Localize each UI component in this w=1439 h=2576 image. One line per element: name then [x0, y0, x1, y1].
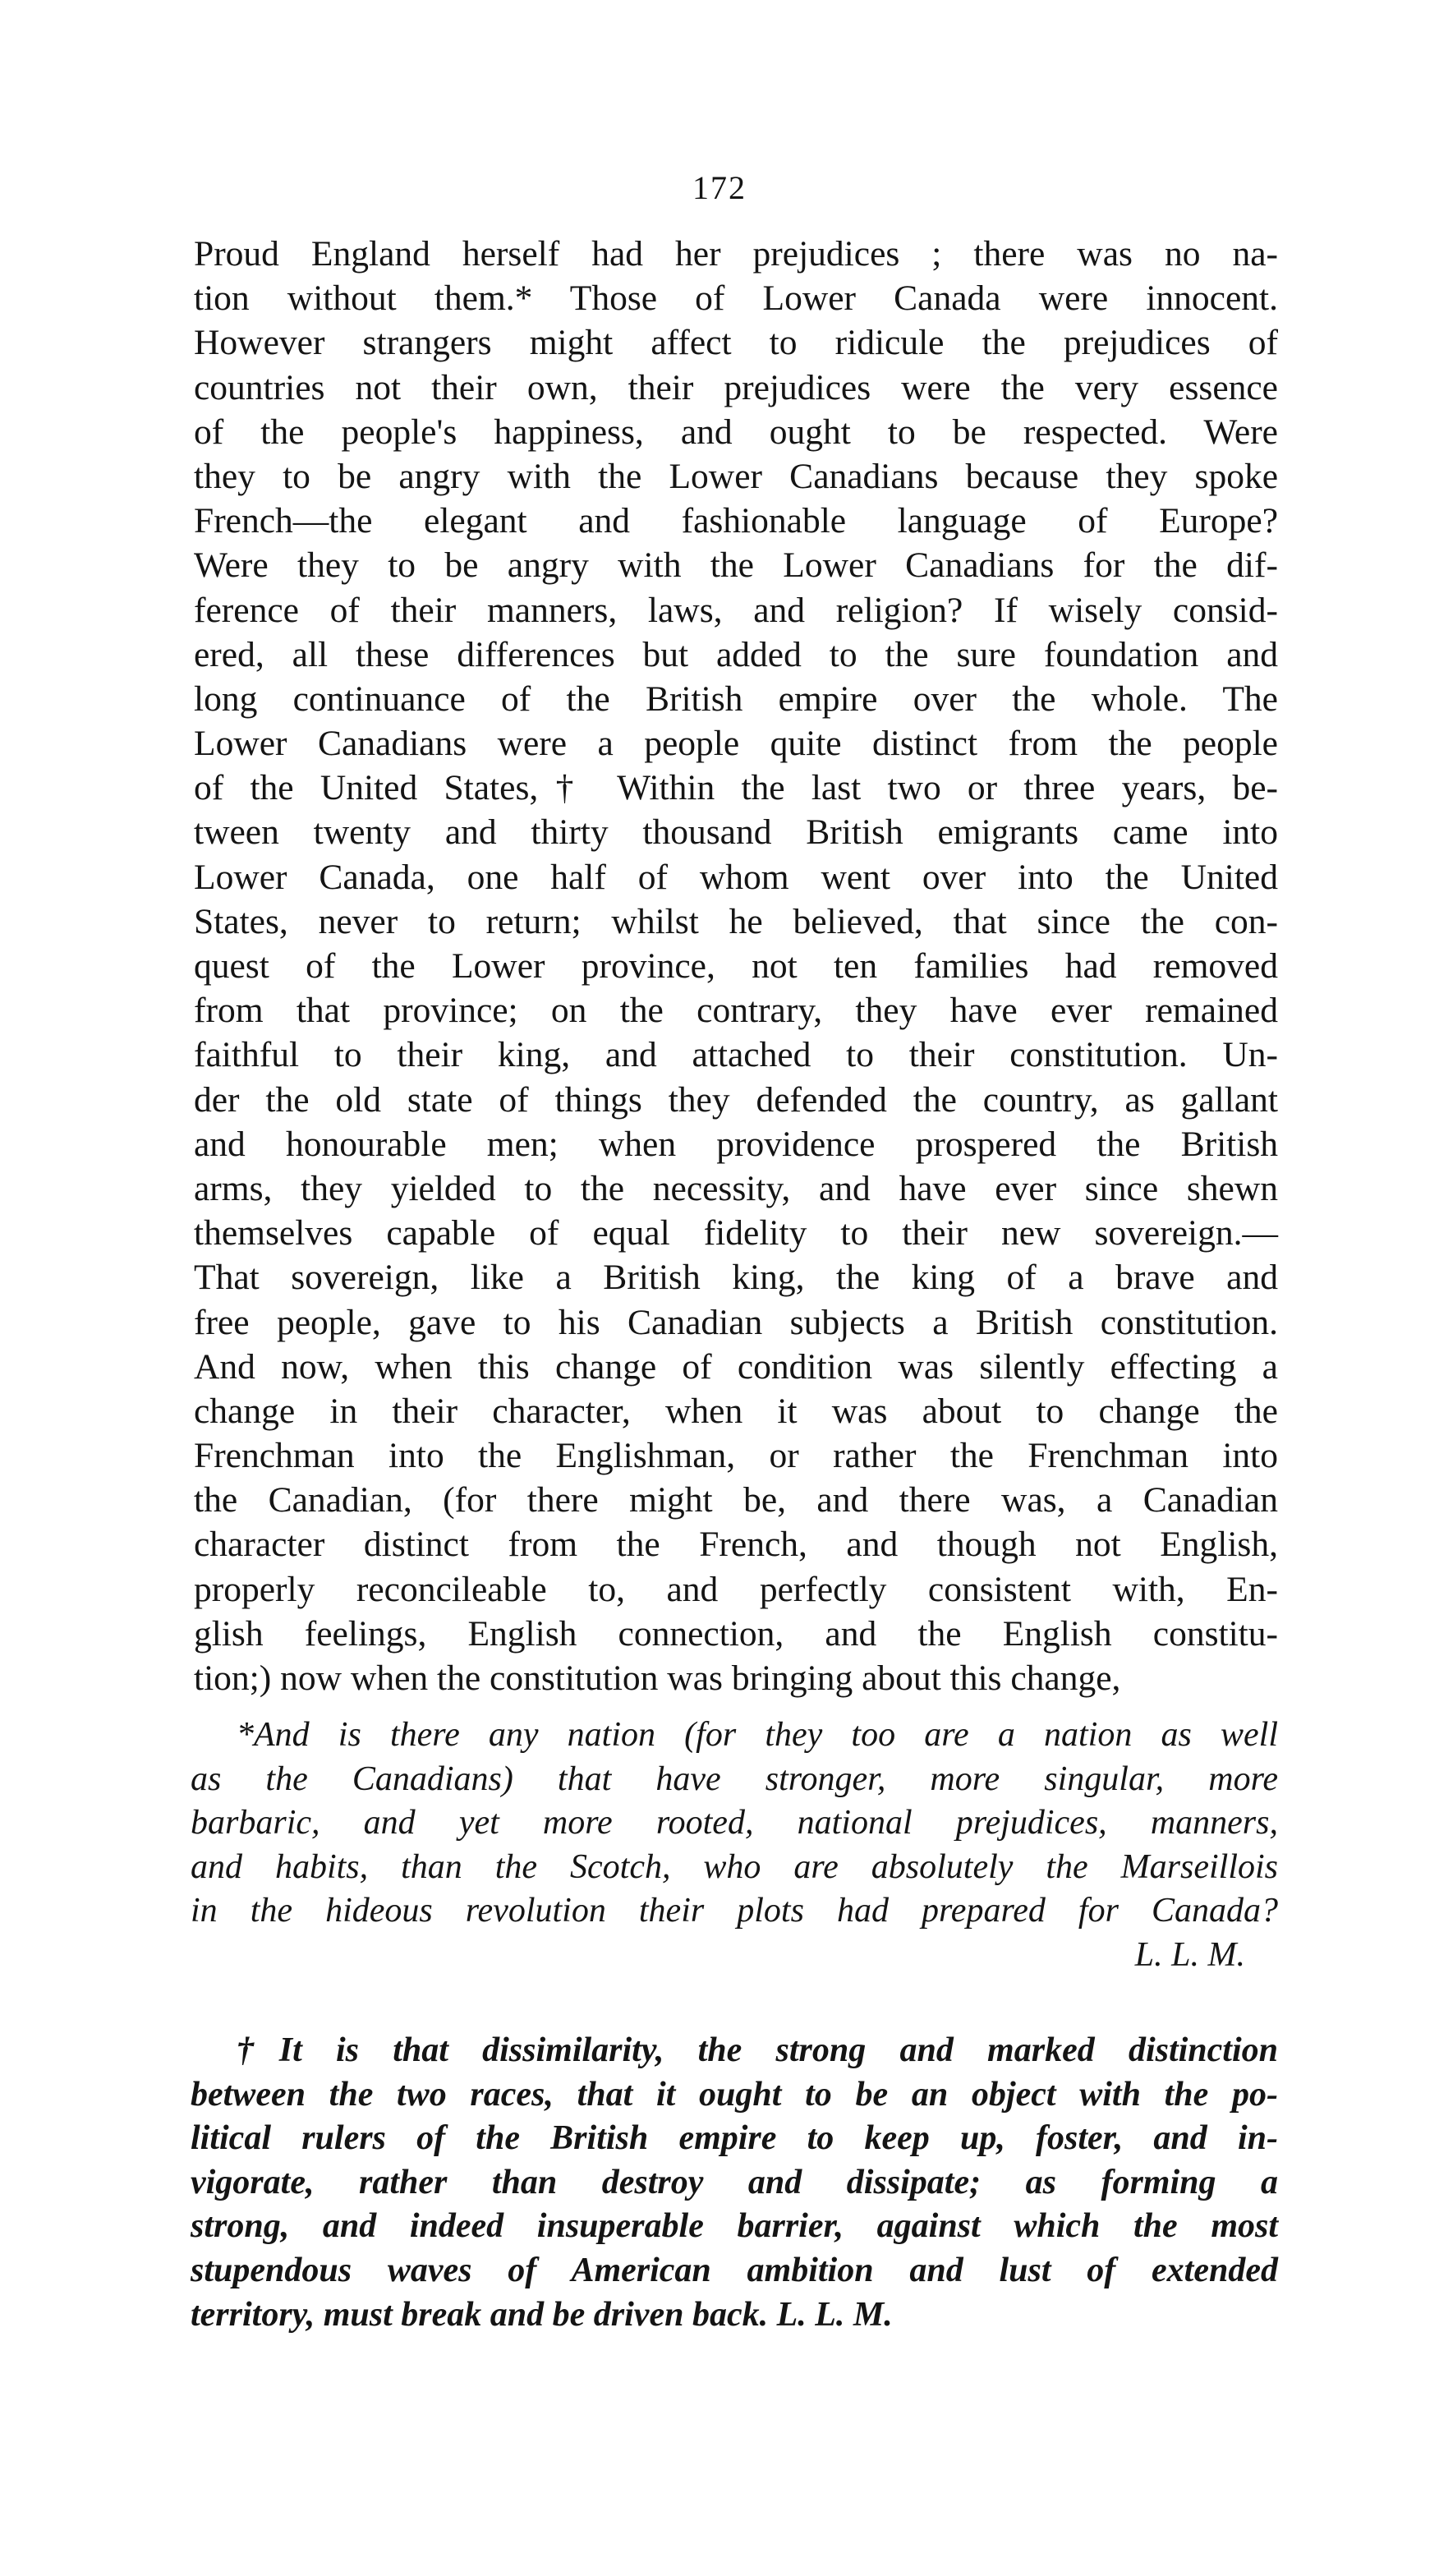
body-line: And now, when this change of condition was silently effecting a	[194, 1346, 1278, 1387]
footnote-line: *And is there any nation (for they too are a nation as well	[237, 1716, 1278, 1754]
body-line: Frenchman into the Englishman, or rather the Frenchman into	[194, 1436, 1278, 1476]
body-line: tween twenty and thirty thousand British emigrants came into	[194, 812, 1278, 853]
body-line: tion;) now when the constitution was bringing about this change,	[194, 1658, 1121, 1698]
body-line: faithful to their king, and attached to their constitution. Un-	[194, 1035, 1278, 1075]
body-line: change in their character, when it was about to change the	[194, 1391, 1278, 1431]
body-line: That sovereign, like a British king, the king of a brave and	[194, 1258, 1278, 1298]
footnote-signature: L. L. M.	[1134, 1935, 1245, 1974]
body-line: Were they to be angry with the Lower Canadians for the dif-	[194, 545, 1278, 586]
footnote-line: in the hideous revolution their plots had prepared for Canada?	[191, 1892, 1278, 1930]
body-line: of the people's happiness, and ought to be respected. Were	[194, 412, 1278, 452]
body-line: themselves capable of equal fidelity to their new sovereign.—	[194, 1213, 1278, 1254]
body-line: French—the elegant and fashionable language of Europe?	[194, 501, 1278, 541]
body-line: arms, they yielded to the necessity, and have ever since shewn	[194, 1168, 1278, 1208]
body-line: they to be angry with the Lower Canadians because they spoke	[194, 456, 1278, 496]
body-line: and honourable men; when providence prospered the British	[194, 1124, 1278, 1164]
footnote-line: as the Canadians) that have stronger, more singular, more	[191, 1760, 1278, 1798]
footnote-line: strong, and indeed insuperable barrier, against which the most	[191, 2207, 1278, 2246]
body-line: States, never to return; whilst he believed, that since the con-	[194, 901, 1278, 941]
body-line: ference of their manners, laws, and religion? If wisely consid-	[194, 590, 1278, 630]
footnote-line: barbaric, and yet more rooted, national prejudices, manners,	[191, 1804, 1278, 1842]
body-line: tion without them.* Those of Lower Canada were innocent.	[194, 278, 1278, 319]
footnote-line: †It is that dissimilarity, the strong and marked distinction	[237, 2031, 1278, 2069]
footnote-line: vigorate, rather than destroy and dissipate; as forming a	[191, 2163, 1278, 2201]
footnote-line: between the two races, that it ought to be an object with the po-	[191, 2075, 1278, 2114]
body-line: der the old state of things they defended the country, as gallant	[194, 1079, 1278, 1120]
body-line: However strangers might affect to ridicule the prejudices of	[194, 323, 1278, 363]
footnote-asterisk	[191, 1714, 1278, 1978]
body-line: glish feelings, English connection, and the English constitu-	[194, 1613, 1278, 1654]
page-number: 172	[692, 169, 747, 206]
body-line: character distinct from the French, and though not English,	[194, 1525, 1278, 1565]
body-line: the Canadian, (for there might be, and there was, a Canadian	[194, 1480, 1278, 1520]
body-line: Lower Canada, one half of whom went over into the United	[194, 857, 1278, 897]
body-line: countries not their own, their prejudices were the very essence	[194, 367, 1278, 407]
body-line: ered, all these differences but added to the sure foundation and	[194, 634, 1278, 674]
body-line: of the United States,† Within the last two or three years, be-	[194, 768, 1278, 808]
body-line: quest of the Lower province, not ten families had removed	[194, 946, 1278, 986]
body-line: from that province; on the contrary, they have ever remained	[194, 991, 1278, 1031]
footnote-line: stupendous waves of American ambition and lust of extended	[191, 2251, 1278, 2289]
body-text	[194, 232, 1278, 1700]
body-line: properly reconcileable to, and perfectly consistent with, En-	[194, 1569, 1278, 1609]
footnote-dagger	[191, 2029, 1278, 2337]
body-line: Proud England herself had her prejudices ; there was no na-	[194, 234, 1278, 274]
footnote-line: territory, must break and be driven back. L. L. M.	[191, 2295, 893, 2334]
body-line: Lower Canadians were a people quite distinct from the people	[194, 724, 1278, 764]
footnote-line: litical rulers of the British empire to keep up, foster, and in-	[191, 2119, 1278, 2158]
footnote-line: and habits, than the Scotch, who are absolutely the Marseillois	[191, 1847, 1278, 1886]
body-line: long continuance of the British empire over the whole. The	[194, 678, 1278, 719]
body-line: free people, gave to his Canadian subjects a British constitution.	[194, 1302, 1278, 1342]
